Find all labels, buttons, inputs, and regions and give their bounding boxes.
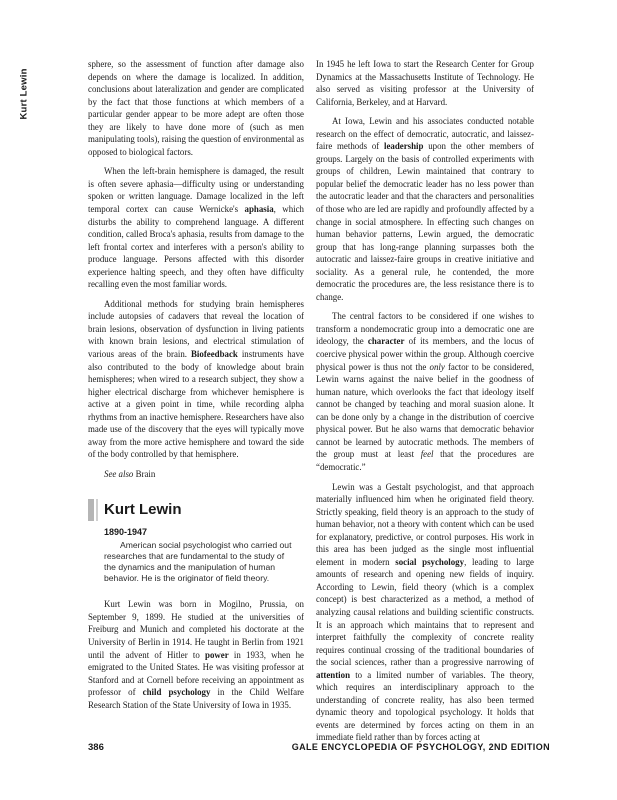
- running-head: [16, 62, 30, 122]
- paragraph: At Iowa, Lewin and his associates conducted notable research on the effect of democratic, autocratic, and laissez-faire methods of leadership upon the other members of groups. Largely on the basis of controlled experiments with groups of children, Lewin maintained that contrary to popular belief the democratic leader has no less power than the autocratic leader and that the characters and personalities of those who are led are rapidly and profoundly affected by a change in social atmosphere. In effecting such changes on human behavior patterns, Lewin argued, the democratic group that has long-range planning surpasses both the autocratic and laissez-faire groups in creative initiative and sociality. As a general rule, he contended, the more democratic the procedures are, the less resistance there is to change.: [316, 116, 534, 302]
- paragraph: Additional methods for studying brain hemispheres include autopsies of cadavers that reveal the location of brain lesions, observation of dysfunction in living patients with known brain lesions, and electrical stimulation of various areas of the brain. Biofeedback instruments have also contributed to the body of knowledge about brain hemispheres; when wired to a research subject, they show a higher electrical discharge from whichever hemisphere is active at a given point in time, while recording alpha rhythms from an inactive hemisphere. Researchers have also made use of the discovery that the eyes will typically move away from the more active hemisphere and toward the side of the body controlled by that hemisphere.: [88, 298, 304, 460]
- paragraph: The central factors to be considered if one wishes to transform a nondemocratic group into a democratic one are ideology, the character of its members, and the locus of coercive physical power within the group. Although coercive physical power is thus not the only factor to be considered, Lewin warns against the naive belief in the goodness of human nature, which overlooks the fact that ideology itself cannot be changed by teaching and moral suasion alone. It can be done only by a change in the distribution of coercive physical power. But he also warns that democratic behavior cannot be learned by autocratic methods. The members of the group must at least feel that the procedures are “democratic.”: [316, 311, 535, 472]
- header-bar-decoration: [88, 499, 94, 521]
- biography-box: [88, 499, 304, 585]
- see-also-label: See also: [104, 468, 134, 479]
- see-also-link[interactable]: Brain: [133, 468, 156, 479]
- glossary-term[interactable]: leadership: [384, 141, 424, 152]
- glossary-term[interactable]: character: [367, 336, 405, 347]
- glossary-term[interactable]: child psychology: [142, 687, 211, 698]
- right-column: [316, 58, 534, 751]
- entry-dates: 1890-1947: [104, 526, 148, 537]
- running-head-text: Kurt Lewin: [18, 68, 30, 120]
- paragraph: Lewin was a Gestalt psychologist, and that approach materially influenced him when he originated field theory. Strictly speaking, field theory is an approach to the study of human behavior, not a theory with content which can be used for explanatory, predictive, or control purposes. His work in this area has been judged as the single most influential element in modern social psychology, leading to large amounts of research and opening new fields of inquiry. According to Lewin, field theory (which is a complex concept) is best characterized as a method, a method of analyzing causal relations and building scientific constructs. It is an approach which maintains that to represent and interpret faithfully the complexity of concrete reality requires continual crossing of the traditional boundaries of the social sciences, rather than a progressive narrowing of attention to a limited number of variables. The theory, which requires an interdisciplinary approach to the understanding of concrete reality, has also been termed dynamic theory and topological psychology. It holds that events are determined by forces acting on them in an immediate field rather than by forces acting at: [316, 481, 534, 743]
- glossary-term[interactable]: attention: [316, 669, 351, 680]
- page-number: 386: [88, 742, 104, 753]
- paragraph: sphere, so the assessment of function after damage also depends on where the damage is localized. In addition, conclusions about lateralization and gender are complicated by the fact that those functions at which members of a particular gender appear to be more adept are often those they are likely to have done more of (such as men manipulating tools), raising the question of environmental as opposed to biological factors.: [88, 59, 304, 157]
- paragraph: Kurt Lewin was born in Mogilno, Prussia, on September 9, 1899. He studied at the universities of Freiburg and Munich and completed his doctorate at the University of Berlin in 1914. He taught in Berlin from 1921 until the advent of Hitler to power in 1933, when he emigrated to the United States. He was visiting professor at Stanford and at Cornell before receiving an appointment as professor of child psychology in the Child Welfare Research Station of the State University of Iowa in 1935.: [88, 599, 304, 710]
- paragraph: In 1945 he left Iowa to start the Research Center for Group Dynamics at the Massachusetts Institute of Technology. He also served as visiting professor at the University of California, Berkeley, and at Harvard.: [316, 59, 534, 107]
- see-also: [88, 468, 304, 481]
- left-column: [88, 58, 304, 718]
- page-footer: [88, 742, 550, 756]
- glossary-term[interactable]: aphasia: [244, 204, 274, 215]
- glossary-term[interactable]: Biofeedback: [191, 349, 238, 360]
- entry-title: Kurt Lewin: [104, 500, 182, 518]
- paragraph: When the left-brain hemisphere is damaged, the result is often severe aphasia—difficulty using or understanding spoken or written language. Damage localized in the left temporal cortex can cause Wernicke's aphasia, which disturbs the ability to comprehend language. A different condition, called Broca's aphasia, results from damage to the left frontal cortex and interferes with a person's ability to produce language. Persons affected with this disorder experience halting speech, and they often have difficulty recalling even the most familiar words.: [88, 166, 304, 290]
- entry-summary: American social psychologist who carried out researches that are fundamental to the study of the dynamics and the manipulation of human behavior. He is the originator of field theory.: [104, 539, 292, 584]
- publication-title: GALE ENCYCLOPEDIA OF PSYCHOLOGY, 2ND EDITION: [291, 742, 550, 752]
- glossary-term[interactable]: power: [205, 649, 229, 660]
- header-bar-decoration: [96, 499, 98, 521]
- glossary-term[interactable]: social psychology: [395, 556, 465, 567]
